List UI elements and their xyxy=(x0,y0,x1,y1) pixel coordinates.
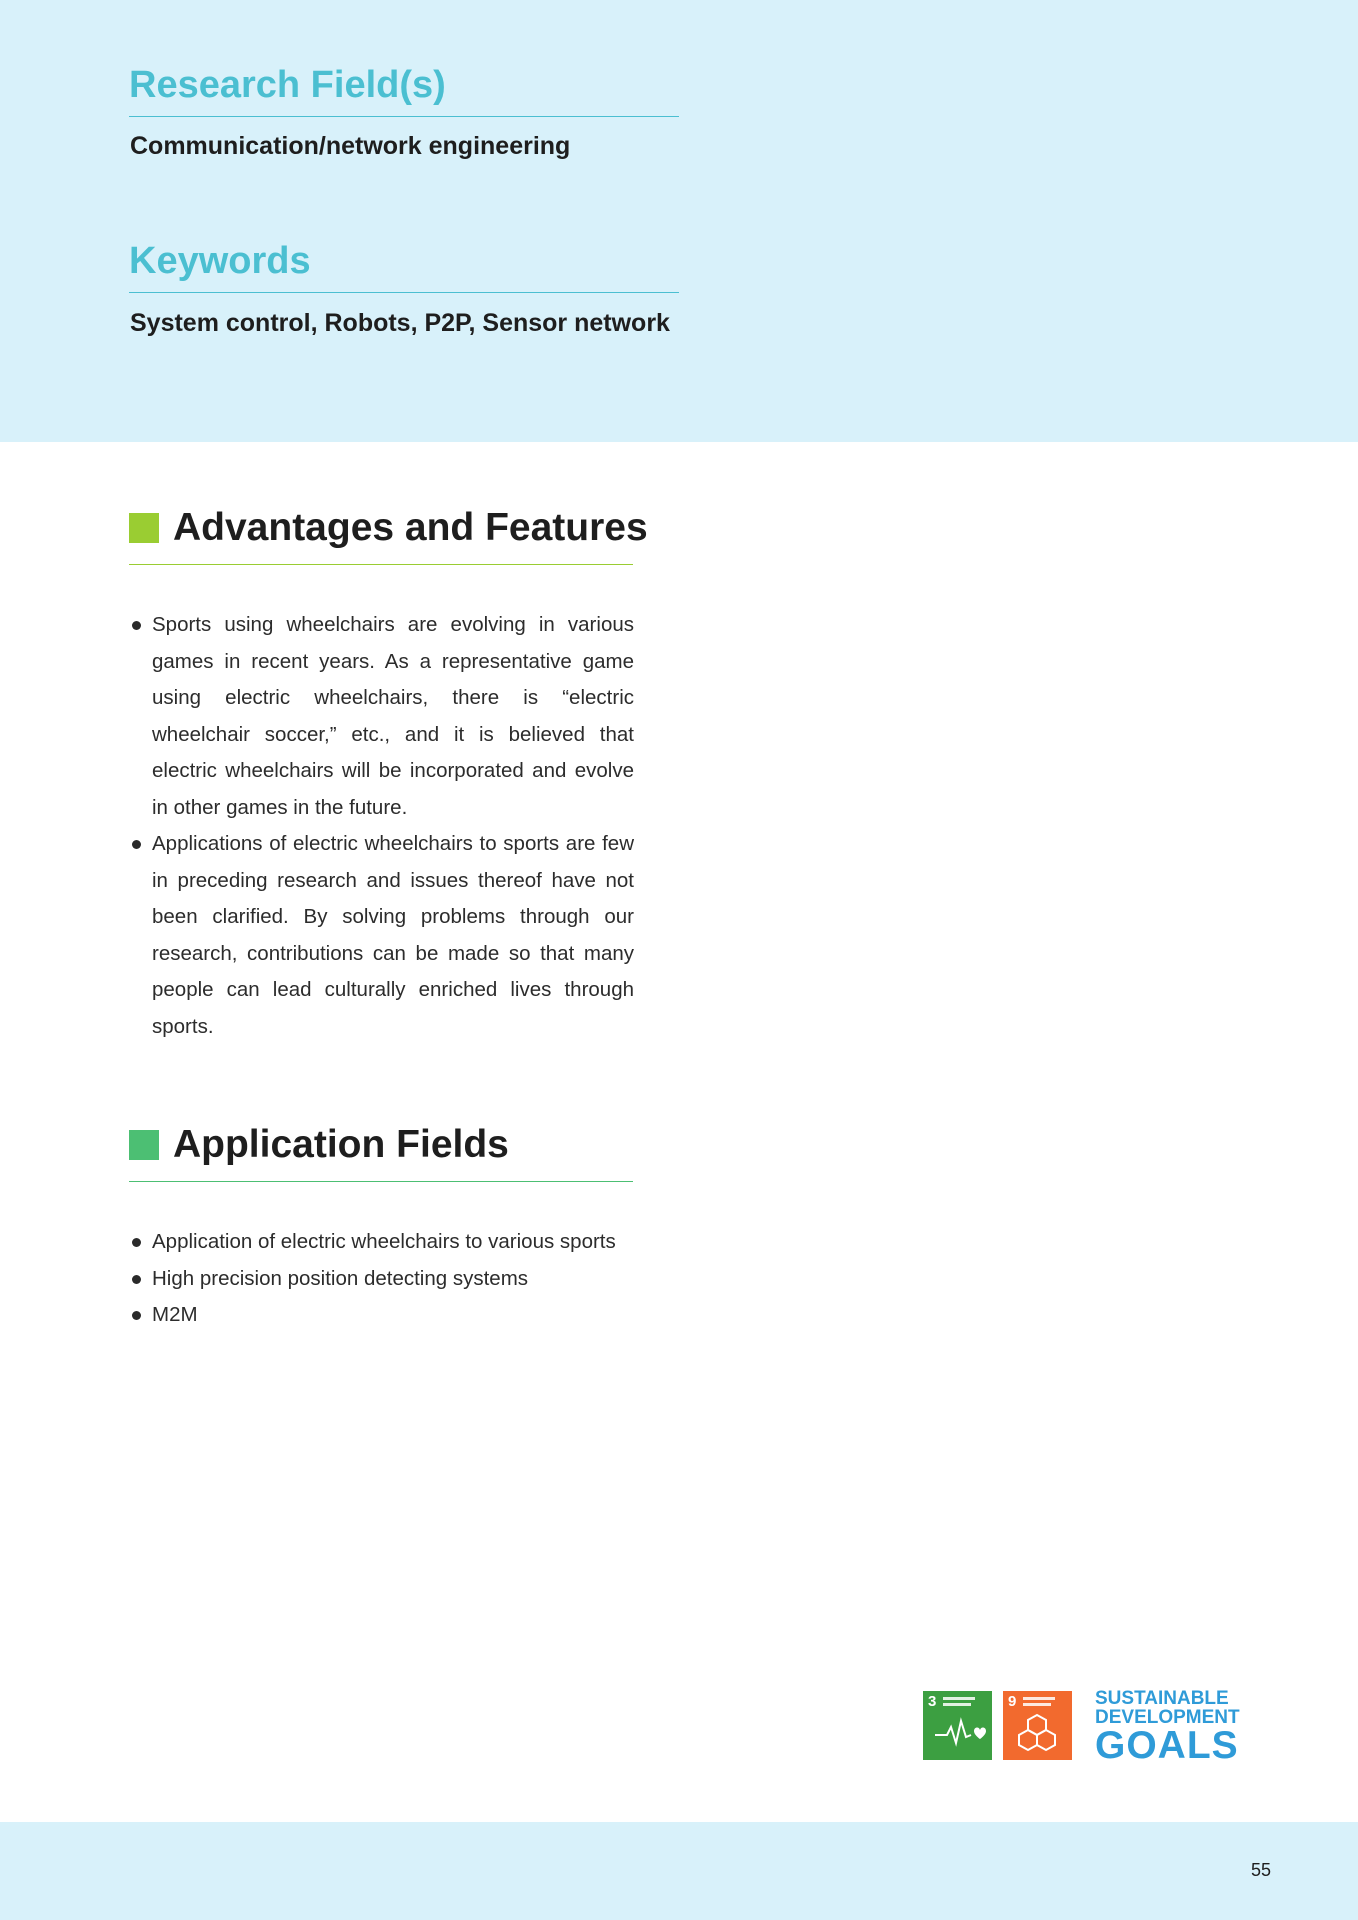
research-fields-rule xyxy=(129,116,679,117)
list-item-text: M2M xyxy=(152,1303,198,1326)
list-item-text: High precision position detecting systems xyxy=(152,1266,529,1290)
keywords-value: System control, Robots, P2P, Sensor network xyxy=(130,309,670,337)
applications-square-icon xyxy=(129,1130,159,1160)
bullet-icon xyxy=(132,1275,141,1284)
applications-list xyxy=(129,1224,634,1334)
sdg-goal-3-number: 3 xyxy=(928,1693,937,1710)
list-item xyxy=(129,1297,634,1334)
applications-section-heading xyxy=(129,1120,633,1170)
sdg-goal-3-tile xyxy=(923,1691,992,1760)
bullet-icon xyxy=(132,1311,141,1320)
applications-title: Application Fields xyxy=(173,1123,509,1166)
list-item xyxy=(129,607,634,826)
sdg-logo-line2: DEVELOPMENT xyxy=(1095,1707,1240,1728)
advantages-section-heading xyxy=(129,503,648,553)
sdg-logo-goals: GOALS xyxy=(1095,1724,1239,1767)
keywords-rule xyxy=(129,292,679,293)
page-number: 55 xyxy=(1251,1860,1272,1880)
list-item xyxy=(129,826,634,1045)
list-item-text: Sports using wheelchairs are evolving in various games in recent years. As a representative game using electric wheelchairs, there is “electric wheelchair soccer,” etc., and it is believed that electric wheelchairs will be incorporated and evolve in other games in the future. xyxy=(152,613,634,819)
sdg-logo-line1: SUSTAINABLE xyxy=(1095,1688,1229,1709)
bullet-icon xyxy=(132,840,141,849)
advantages-square-icon xyxy=(129,513,159,543)
cubes-icon xyxy=(1003,1691,1072,1760)
sdg-goal-9-tile xyxy=(1003,1691,1072,1760)
research-fields-heading: Research Field(s) xyxy=(129,64,446,106)
research-fields-value: Communication/network engineering xyxy=(130,132,571,160)
advantages-list xyxy=(129,607,634,1045)
applications-rule xyxy=(129,1181,633,1182)
bullet-icon xyxy=(132,1238,141,1247)
list-item xyxy=(129,1261,634,1298)
advantages-rule xyxy=(129,564,633,565)
list-item xyxy=(129,1224,634,1261)
list-item-text: Application of electric wheelchairs to various sports xyxy=(152,1230,616,1253)
keywords-heading: Keywords xyxy=(129,240,311,282)
heartbeat-icon xyxy=(923,1691,992,1760)
sdg-goal-9-number: 9 xyxy=(1008,1693,1017,1710)
footer-band xyxy=(0,1822,1358,1920)
list-item-text: Applications of electric wheelchairs to sports are few in preceding research and issues thereof have not been clarified. By solving problems through our research, contributions can be made so that many people can lead culturally enriched lives through sports. xyxy=(152,832,634,1038)
bullet-icon xyxy=(132,621,141,630)
advantages-title: Advantages and Features xyxy=(173,506,648,549)
